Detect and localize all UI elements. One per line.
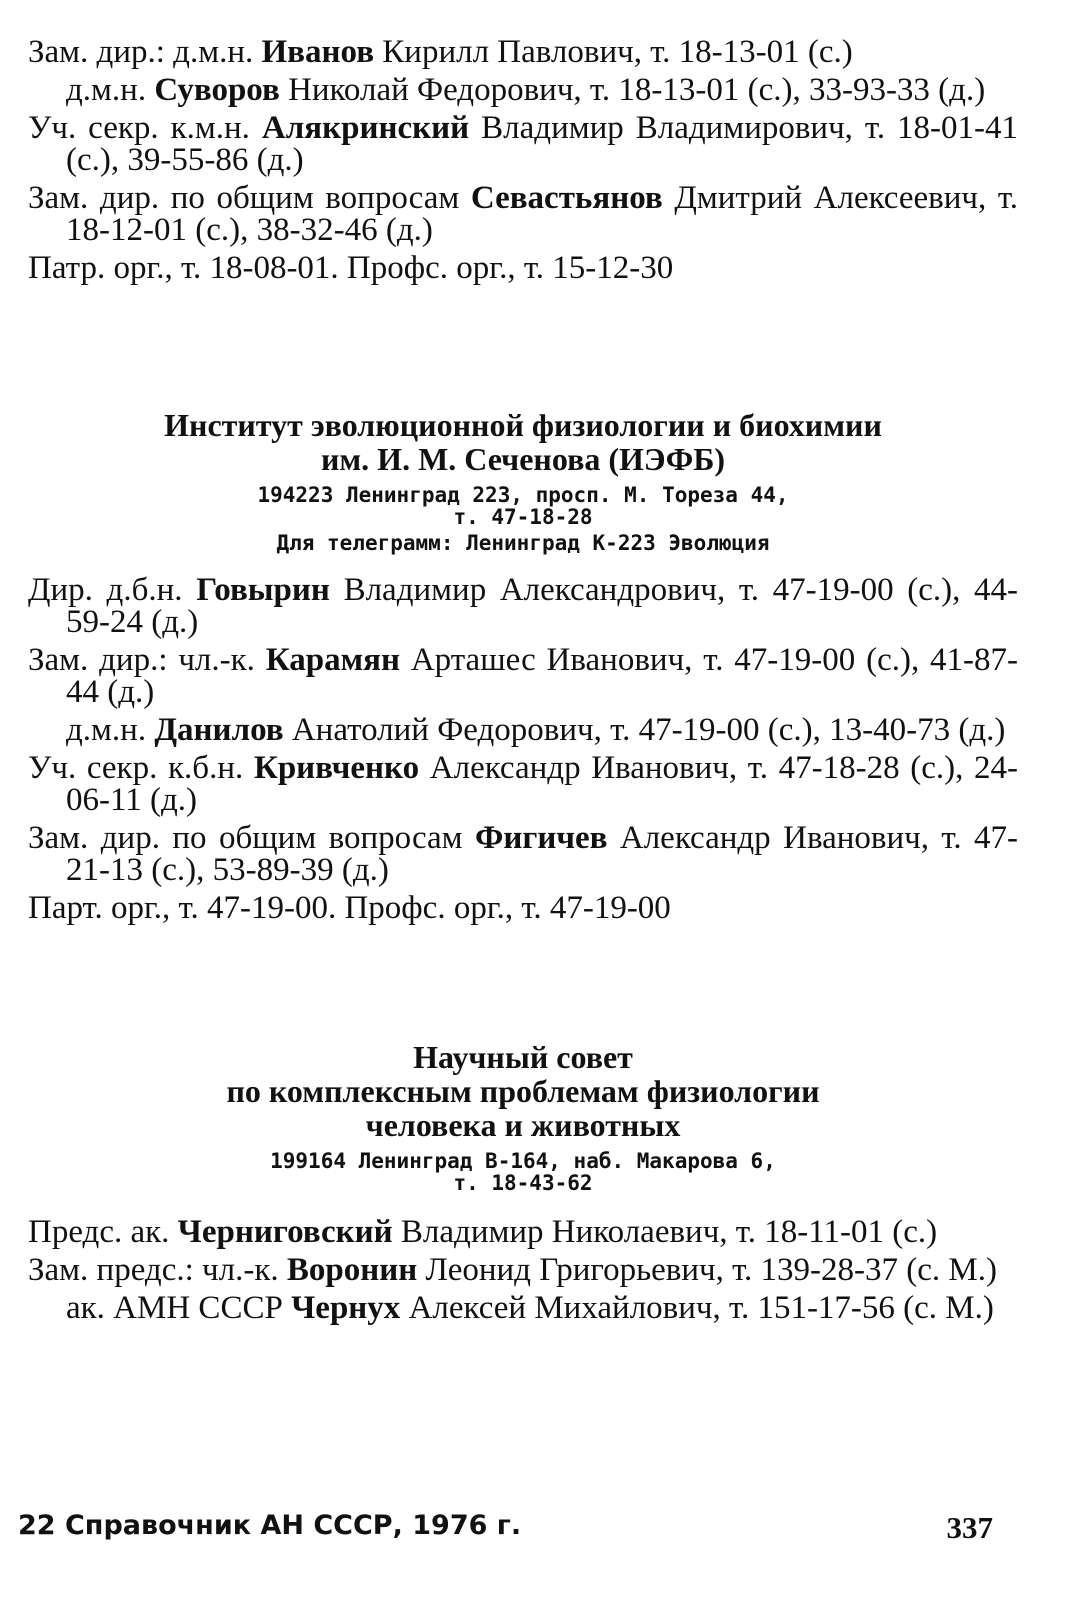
entry-prefix: д.м.н. (66, 712, 147, 748)
entry-prefix: д.м.н. (66, 72, 147, 108)
entry-details: Владимир Александрович, т. 47-19-00 (с.), 44-59-24 (д.) (66, 572, 1019, 640)
person-surname: Иванов (261, 34, 375, 70)
person-surname: Черниговский (177, 1214, 393, 1250)
person-surname: Воронин (286, 1252, 418, 1288)
council-phone: т. 18-43-62 (453, 1171, 593, 1195)
institute-section (28, 408, 1018, 930)
person-surname: Говырин (196, 572, 330, 608)
staff-entry (28, 74, 1018, 106)
entry-details: Леонид Григорьевич, т. 139-28-37 (с. М.) (425, 1252, 998, 1288)
entry-prefix: Зам. дир. по общим вопросам (28, 180, 460, 216)
person-surname: Суворов (154, 72, 280, 108)
entry-details: Владимир Николаевич, т. 18-11-01 (с.) (400, 1214, 938, 1250)
entry-prefix: Уч. секр. к.б.н. (28, 750, 244, 786)
person-surname: Алякринский (261, 110, 470, 146)
institute-title-line2: им. И. М. Сеченова (ИЭФБ) (320, 441, 726, 477)
entry-details: Дмитрий Алексеевич, т. 18-12-01 (с.), 38-32-46 (д.) (66, 180, 1019, 248)
staff-entry (28, 644, 1018, 708)
institute-address: 194223 Ленинград 223, просп. М. Тореза 44, (257, 483, 789, 507)
entry-details: Александр Иванович, т. 47-18-28 (с.), 24-06-11 (д.) (66, 750, 1018, 818)
staff-entry (28, 1254, 1018, 1286)
org-phones: Парт. орг., т. 47-19-00. Профс. орг., т. 47-19-00 (28, 890, 671, 926)
entry-prefix: Уч. секр. к.м.н. (28, 110, 250, 146)
staff-entry (28, 752, 1018, 816)
person-surname: Севастьянов (470, 180, 663, 216)
council-title-line3: человека и животных (365, 1107, 681, 1143)
staff-list-continued (28, 36, 1018, 290)
entry-prefix: Зам. дир.: д.м.н. (28, 34, 254, 70)
council-address: 199164 Ленинград В-164, наб. Макарова 6, (270, 1149, 776, 1173)
staff-entry (28, 112, 1018, 176)
entry-prefix: Предс. ак. (28, 1214, 170, 1250)
staff-entry (28, 1292, 1018, 1324)
entry-details: Алексей Михайлович, т. 151-17-56 (с. М.) (408, 1290, 994, 1326)
staff-entry (28, 574, 1018, 638)
entry-details: Анатолий Федорович, т. 47-19-00 (с.), 13-40-73 (д.) (291, 712, 1006, 748)
telegram-address: Для телеграмм: Ленинград К-223 Эволюция (276, 531, 770, 555)
entry-details: Кирилл Павлович, т. 18-13-01 (с.) (382, 34, 853, 70)
entry-details: Александр Иванович, т. 47-21-13 (с.), 53-89-39 (д.) (66, 820, 1019, 888)
entry-details: Николай Федорович, т. 18-13-01 (с.), 33-93-33 (д.) (288, 72, 986, 108)
council-title: Научный совет (413, 1039, 633, 1075)
entry-details: Владимир Владимирович, т. 18-01-41 (с.), 39-55-86 (д.) (66, 110, 1019, 178)
entry-prefix: Зам. дир.: чл.-к. (28, 642, 255, 678)
entry-details: Арташес Иванович, т. 47-19-00 (с.), 41-87-44 (д.) (66, 642, 1019, 710)
institute-title: Институт эволюционной физиологии и биохимии (164, 407, 882, 443)
entry-prefix: Дир. д.б.н. (28, 572, 183, 608)
entry-prefix: Зам. предс.: чл.-к. (28, 1252, 279, 1288)
printer-signature: 22 Справочник АН СССР, 1976 г. (18, 1510, 522, 1541)
person-surname: Кривченко (253, 750, 420, 786)
entry-prefix: ак. АМН СССР (66, 1290, 283, 1326)
page-number: 337 (946, 1510, 993, 1545)
council-title-line2: по комплексным проблемам физиологии (226, 1073, 820, 1109)
staff-entry (28, 36, 1018, 68)
person-surname: Фигичев (475, 820, 608, 856)
person-surname: Данилов (154, 712, 284, 748)
institute-phone: т. 47-18-28 (453, 505, 593, 529)
staff-entry (28, 822, 1018, 886)
council-section (28, 1040, 1018, 1330)
org-phones: Патр. орг., т. 18-08-01. Профс. орг., т. 15-12-30 (28, 250, 674, 286)
person-surname: Чернух (291, 1290, 401, 1326)
staff-entry (28, 182, 1018, 246)
staff-entry (28, 714, 1018, 746)
entry-prefix: Зам. дир. по общим вопросам (28, 820, 463, 856)
person-surname: Карамян (265, 642, 400, 678)
staff-entry (28, 1216, 1018, 1248)
